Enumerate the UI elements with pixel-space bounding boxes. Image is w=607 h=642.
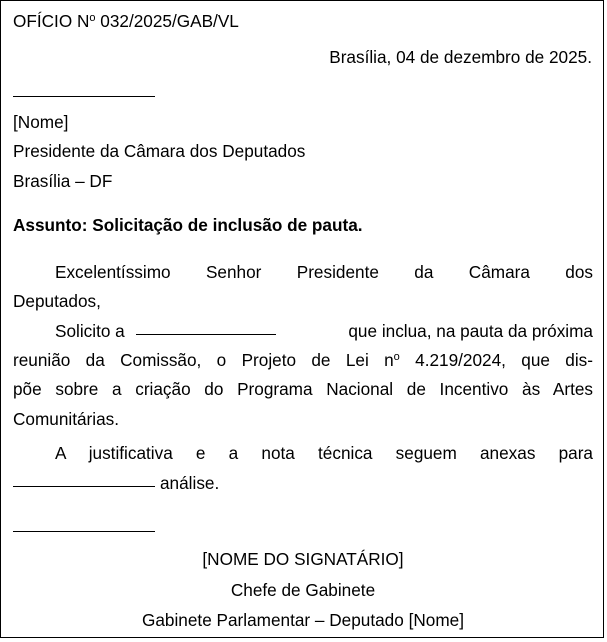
oficio-number-text: 032/2025/GAB/VL — [95, 11, 239, 31]
date-line: Brasília, 04 de dezembro de 2025. — [329, 47, 592, 67]
oficio-prefix: OFÍCIO N — [13, 11, 90, 31]
paragraph-1-line-3: põe sobre a criação do Programa Nacional de Incentivo às Artes — [13, 379, 593, 399]
addressee-city: Brasília – DF — [13, 171, 113, 191]
paragraph-1-line-2 — [13, 346, 593, 376]
paragraph-1-line-4: Comunitárias. — [13, 409, 120, 429]
oficio-number — [13, 7, 239, 37]
salutation-line-1: Excelentíssimo Senhor Presidente da Câmara dos — [55, 262, 593, 282]
salutation-line-2: Deputados, — [13, 291, 101, 311]
signatory-name: [NOME DO SIGNATÁRIO] — [202, 549, 404, 569]
p1-line2-pre: reunião da Comissão, o Projeto de Lei n — [13, 350, 394, 370]
paragraph-1-line-1 — [55, 317, 593, 347]
p2-after-blank: análise. — [160, 473, 220, 493]
p2-blank-line — [13, 486, 155, 487]
addressee-title: Presidente da Câmara dos Deputados — [13, 141, 306, 161]
p1-blank-line — [136, 334, 276, 335]
p1-start: Solicito a — [55, 321, 125, 341]
signature-blank-line — [13, 531, 155, 532]
p1-line2-post: 4.219/2024, que dis- — [399, 350, 593, 370]
p1-line2-sup: o — [393, 351, 400, 363]
p1-after-blank: que inclua, na pauta da próxima — [348, 321, 593, 341]
subject-line: Assunto: Solicitação de inclusão de pauta. — [13, 215, 363, 235]
signatory-office: Gabinete Parlamentar – Deputado [Nome] — [142, 610, 464, 630]
paragraph-2-line-1: A justificativa e a nota técnica seguem anexas para — [55, 443, 593, 463]
addressee-name: [Nome] — [13, 112, 69, 132]
paragraph-2-line-2 — [13, 469, 219, 499]
oficio-sup: o — [89, 12, 96, 24]
addressee-blank-line — [13, 96, 155, 97]
signatory-role: Chefe de Gabinete — [230, 580, 376, 600]
